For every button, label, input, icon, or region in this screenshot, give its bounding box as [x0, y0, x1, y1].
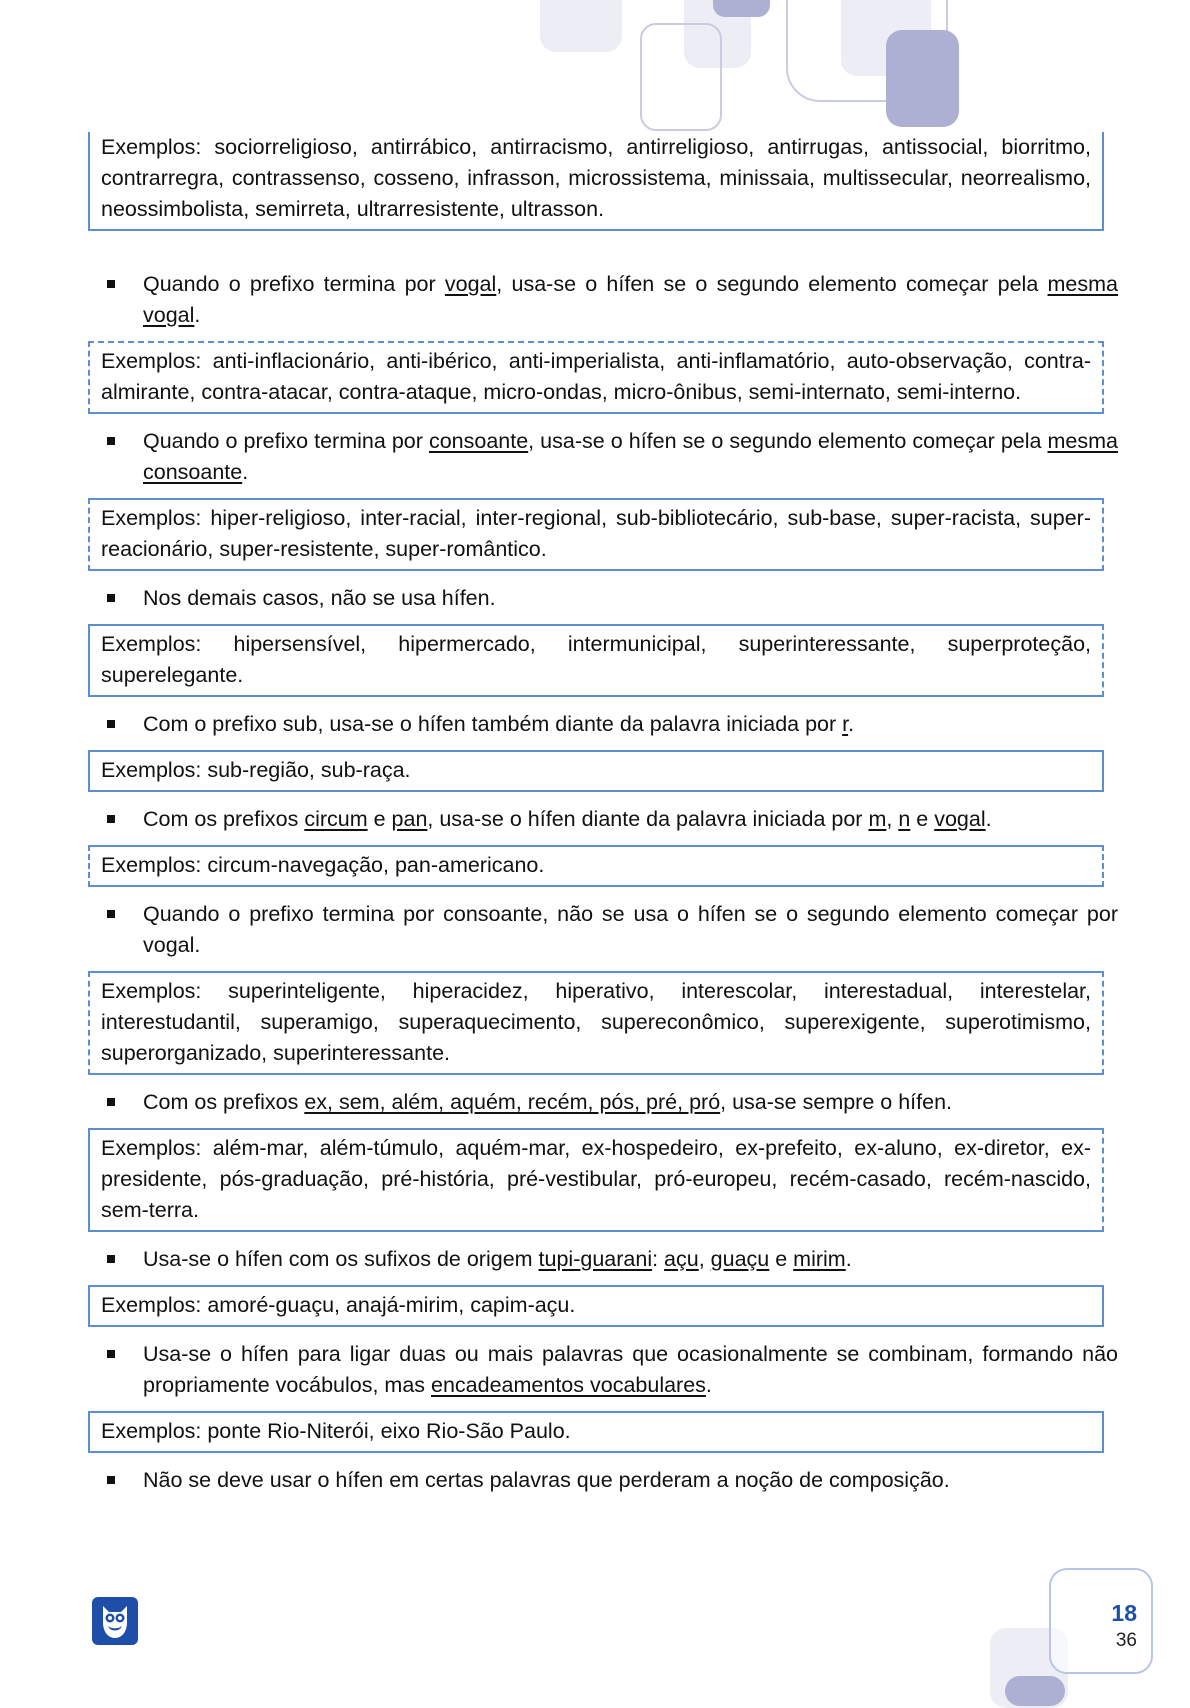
square-bullet-icon: [107, 437, 115, 445]
examples-box: [88, 750, 1104, 792]
rule-item: Nos demais casos, não se usa hífen.: [88, 583, 1118, 614]
footer-decoration-shape: [1005, 1676, 1065, 1706]
examples-text: Exemplos: superinteligente, hiperacidez, hiperativo, interescolar, interestadual, interestelar, interestudantil, superamigo, superaquecimento, supereconômico, superexigente, superotimismo, superorganizado, superinteressante.: [101, 979, 1091, 1065]
header-decoration-shape: [540, 0, 622, 52]
owl-logo-icon: [92, 1597, 138, 1645]
total-pages: 36: [1115, 1630, 1137, 1651]
examples-text: Exemplos: hiper-religioso, inter-racial, inter-regional, sub-bibliotecário, sub-base, super-racista, super-reacionário, super-resistente, super-romântico.: [101, 506, 1091, 561]
examples-box: [88, 341, 1104, 414]
examples-box: [88, 1411, 1104, 1453]
square-bullet-icon: [107, 1476, 115, 1484]
square-bullet-icon: [107, 1098, 115, 1106]
examples-text: Exemplos: sociorreligioso, antirrábico, antirracismo, antirreligioso, antirrugas, antissocial, biorritmo, contrarregra, contrassenso, cosseno, infrasson, microssistema, minissaia, multissecular, neorrealismo, neossimbolista, semirreta, ultrarresistente, ultrasson.: [101, 135, 1091, 221]
square-bullet-icon: [107, 280, 115, 288]
examples-box: [88, 132, 1104, 231]
square-bullet-icon: [107, 910, 115, 918]
rule-item: Usa-se o hífen para ligar duas ou mais palavras que ocasionalmente se combinam, formando não propriamente vocábulos, mas encadeamentos vocabulares.: [88, 1339, 1118, 1401]
examples-box: [88, 971, 1104, 1075]
square-bullet-icon: [107, 1255, 115, 1263]
examples-text: Exemplos: ponte Rio-Niterói, eixo Rio-São Paulo.: [101, 1419, 571, 1443]
current-page-number: 18: [1111, 1600, 1137, 1626]
page-indicator: [1049, 1568, 1153, 1674]
examples-text: Exemplos: sub-região, sub-raça.: [101, 758, 411, 782]
header-decoration-shape: [886, 30, 959, 127]
rule-item: Não se deve usar o hífen em certas palavras que perderam a noção de composição.: [88, 1465, 1118, 1496]
rule-item: Usa-se o hífen com os sufixos de origem tupi-guarani: açu, guaçu e mirim.: [88, 1244, 1118, 1275]
examples-text: Exemplos: circum-navegação, pan-americano.: [101, 853, 545, 877]
header-decoration-shape: [713, 0, 770, 17]
rule-item: Quando o prefixo termina por consoante, usa-se o hífen se o segundo elemento começar pela mesma consoante.: [88, 426, 1118, 488]
examples-text: Exemplos: hipersensível, hipermercado, intermunicipal, superinteressante, superproteção, superelegante.: [101, 632, 1091, 687]
square-bullet-icon: [107, 594, 115, 602]
examples-box: [88, 1128, 1104, 1232]
rule-item: Quando o prefixo termina por vogal, usa-se o hífen se o segundo elemento começar pela mesma vogal.: [88, 269, 1118, 331]
examples-box: [88, 498, 1104, 571]
rule-item: Com os prefixos circum e pan, usa-se o hífen diante da palavra iniciada por m, n e vogal.: [88, 804, 1118, 835]
square-bullet-icon: [107, 1350, 115, 1358]
document-body: [88, 132, 1118, 1506]
examples-text: Exemplos: além-mar, além-túmulo, aquém-mar, ex-hospedeiro, ex-prefeito, ex-aluno, ex-diretor, ex-presidente, pós-graduação, pré-história, pré-vestibular, pró-europeu, recém-casado, recém-nascido, sem-terra.: [101, 1136, 1091, 1222]
examples-text: Exemplos: amoré-guaçu, anajá-mirim, capim-açu.: [101, 1293, 576, 1317]
examples-box: [88, 624, 1104, 697]
square-bullet-icon: [107, 720, 115, 728]
examples-box: [88, 1285, 1104, 1327]
examples-box: [88, 845, 1104, 887]
examples-text: Exemplos: anti-inflacionário, anti-ibérico, anti-imperialista, anti-inflamatório, auto-observação, contra-almirante, contra-atacar, contra-ataque, micro-ondas, micro-ônibus, semi-internato, semi-interno.: [101, 349, 1091, 404]
rule-item: Com o prefixo sub, usa-se o hífen também diante da palavra iniciada por r.: [88, 709, 1118, 740]
square-bullet-icon: [107, 815, 115, 823]
rule-item: Quando o prefixo termina por consoante, não se usa o hífen se o segundo elemento começar por vogal.: [88, 899, 1118, 961]
header-decoration-shape: [640, 23, 722, 131]
rule-item: Com os prefixos ex, sem, além, aquém, recém, pós, pré, pró, usa-se sempre o hífen.: [88, 1087, 1118, 1118]
